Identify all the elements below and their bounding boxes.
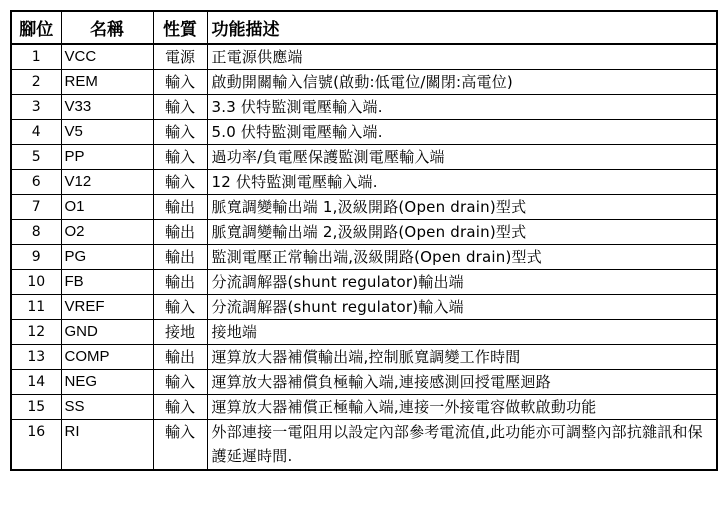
pin-cell: 1 [11, 44, 61, 70]
type-cell: 輸出 [153, 220, 207, 245]
description-cell: 正電源供應端 [207, 44, 717, 70]
pin-cell: 12 [11, 320, 61, 345]
name-cell: O1 [61, 195, 153, 220]
description-cell: 接地端 [207, 320, 717, 345]
type-cell: 輸出 [153, 345, 207, 370]
pin-cell: 5 [11, 145, 61, 170]
table-row [11, 70, 717, 95]
table-row [11, 345, 717, 370]
table-row [11, 370, 717, 395]
pin-cell: 14 [11, 370, 61, 395]
description-cell: 運算放大器補償輸出端,控制脈寬調變工作時間 [207, 345, 717, 370]
type-cell: 輸入 [153, 70, 207, 95]
description-cell: 5.0 伏特監測電壓輸入端. [207, 120, 717, 145]
pin-cell: 9 [11, 245, 61, 270]
type-cell: 輸入 [153, 95, 207, 120]
table-row [11, 270, 717, 295]
name-cell: PP [61, 145, 153, 170]
description-cell: 脈寬調變輸出端 1,汲級開路(Open drain)型式 [207, 195, 717, 220]
pin-cell: 6 [11, 170, 61, 195]
table-row [11, 395, 717, 420]
name-cell: NEG [61, 370, 153, 395]
table-row [11, 220, 717, 245]
pin-cell: 16 [11, 420, 61, 470]
pin-table-container [10, 10, 716, 471]
pin-cell: 2 [11, 70, 61, 95]
table-row [11, 120, 717, 145]
pin-function-table [10, 10, 718, 471]
type-cell: 輸入 [153, 120, 207, 145]
description-cell: 過功率/負電壓保護監測電壓輸入端 [207, 145, 717, 170]
description-cell: 啟動開關輸入信號(啟動:低電位/關閉:高電位) [207, 70, 717, 95]
pin-cell: 8 [11, 220, 61, 245]
description-cell: 12 伏特監測電壓輸入端. [207, 170, 717, 195]
type-cell: 輸入 [153, 145, 207, 170]
pin-cell: 4 [11, 120, 61, 145]
header-pin: 腳位 [11, 11, 61, 44]
type-cell: 接地 [153, 320, 207, 345]
table-row [11, 195, 717, 220]
pin-cell: 13 [11, 345, 61, 370]
name-cell: V12 [61, 170, 153, 195]
type-cell: 輸入 [153, 295, 207, 320]
type-cell: 輸出 [153, 245, 207, 270]
name-cell: PG [61, 245, 153, 270]
pin-cell: 3 [11, 95, 61, 120]
pin-cell: 10 [11, 270, 61, 295]
table-row [11, 170, 717, 195]
table-row [11, 145, 717, 170]
description-cell: 運算放大器補償負極輸入端,連接感測回授電壓迴路 [207, 370, 717, 395]
name-cell: FB [61, 270, 153, 295]
table-row [11, 320, 717, 345]
name-cell: VREF [61, 295, 153, 320]
name-cell: O2 [61, 220, 153, 245]
table-row [11, 44, 717, 70]
header-type: 性質 [153, 11, 207, 44]
name-cell: V33 [61, 95, 153, 120]
table-row [11, 245, 717, 270]
type-cell: 電源 [153, 44, 207, 70]
name-cell: V5 [61, 120, 153, 145]
description-cell: 分流調解器(shunt regulator)輸入端 [207, 295, 717, 320]
description-cell: 外部連接一電阻用以設定內部參考電流值,此功能亦可調整內部抗雜訊和保護延遲時間. [207, 420, 717, 470]
pin-cell: 15 [11, 395, 61, 420]
header-description: 功能描述 [207, 11, 717, 44]
table-row [11, 420, 717, 470]
name-cell: RI [61, 420, 153, 470]
table-row [11, 95, 717, 120]
type-cell: 輸出 [153, 195, 207, 220]
table-body [11, 44, 717, 470]
pin-cell: 11 [11, 295, 61, 320]
type-cell: 輸入 [153, 395, 207, 420]
table-row [11, 295, 717, 320]
name-cell: COMP [61, 345, 153, 370]
pin-cell: 7 [11, 195, 61, 220]
description-cell: 3.3 伏特監測電壓輸入端. [207, 95, 717, 120]
name-cell: VCC [61, 44, 153, 70]
description-cell: 分流調解器(shunt regulator)輸出端 [207, 270, 717, 295]
name-cell: SS [61, 395, 153, 420]
name-cell: REM [61, 70, 153, 95]
type-cell: 輸入 [153, 420, 207, 470]
table-header-row [11, 11, 717, 44]
type-cell: 輸入 [153, 370, 207, 395]
description-cell: 脈寬調變輸出端 2,汲級開路(Open drain)型式 [207, 220, 717, 245]
type-cell: 輸出 [153, 270, 207, 295]
name-cell: GND [61, 320, 153, 345]
description-cell: 監測電壓正常輸出端,汲級開路(Open drain)型式 [207, 245, 717, 270]
type-cell: 輸入 [153, 170, 207, 195]
header-name: 名稱 [61, 11, 153, 44]
description-cell: 運算放大器補償正極輸入端,連接一外接電容做軟啟動功能 [207, 395, 717, 420]
